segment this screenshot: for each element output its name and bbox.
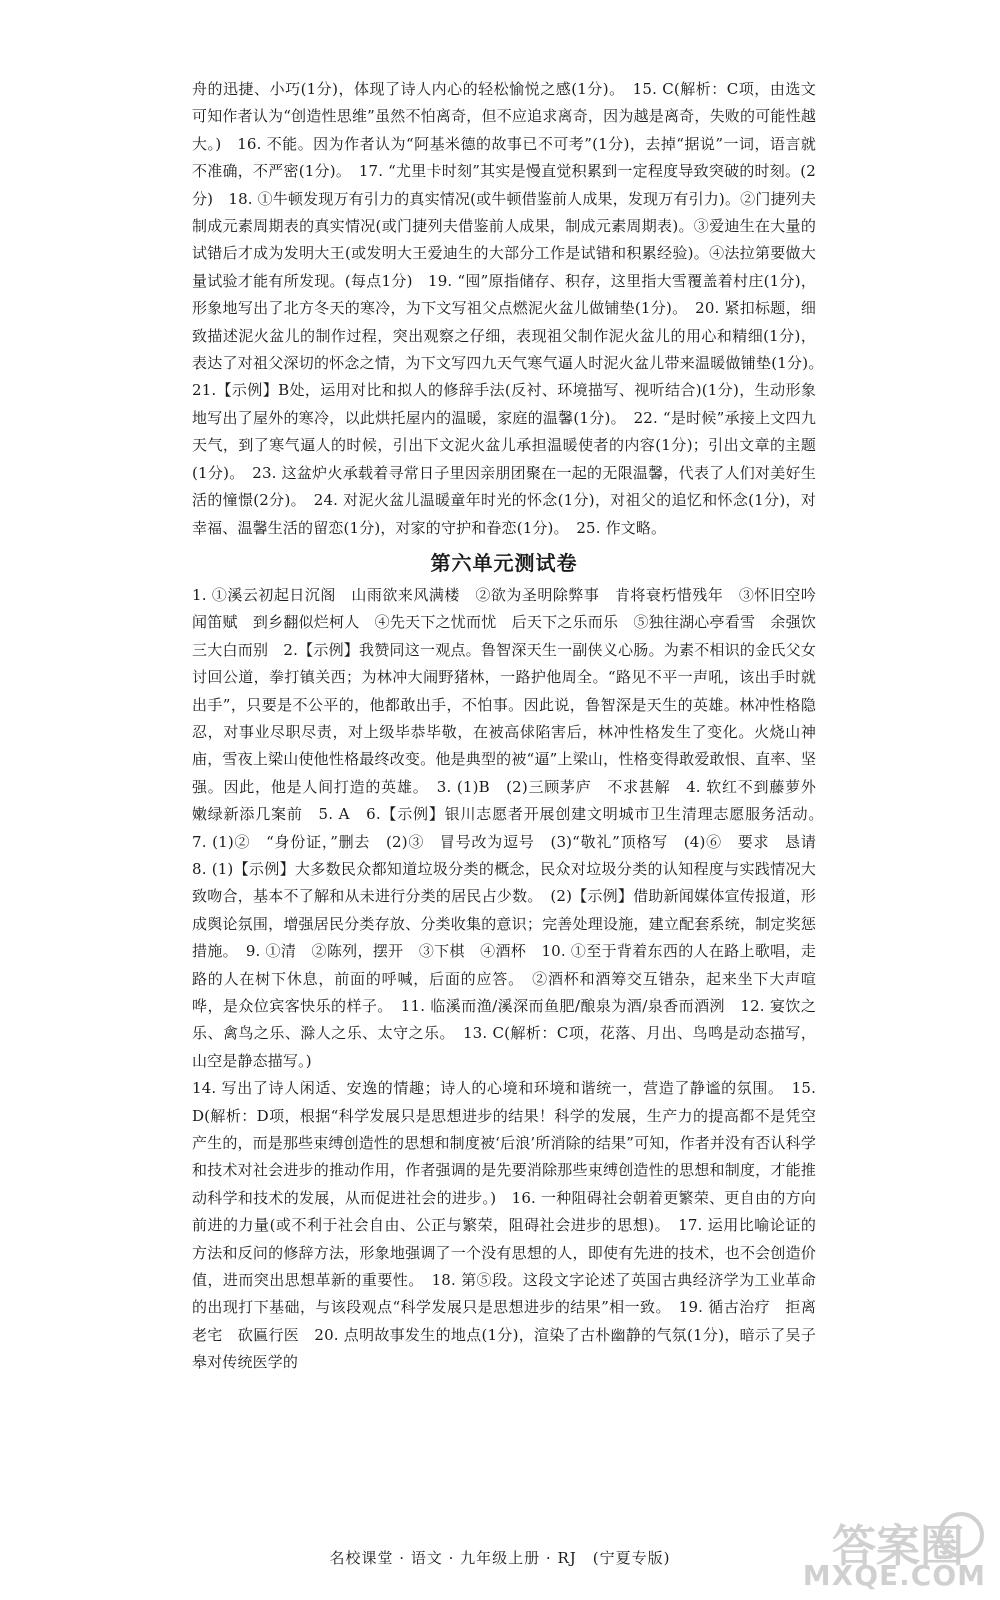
section-title: 第六单元测试卷 (430, 550, 578, 575)
page-footer: 名校课堂 · 语文 · 九年级上册 · RJ (宁夏专版) (329, 1549, 671, 1567)
watermark-logo (802, 1510, 990, 1592)
watermark-text: 答案圈 (832, 1521, 964, 1572)
answer-paragraph-unit5: 舟的迅捷、小巧(1分)，体现了诗人内心的轻松愉悦之感(1分)。 15. C(解析：C项，由选文可知作者认为“创造性思维”虽然不怕离奇，但不应追求离奇，因为越是离奇，失败的可能性越大。) 16. 不能。因为作者认为“阿基米德的故事已不可考”(1分)，去掉“据说”一词，语言就不准确，不严密(1分)。 17. “尤里卡时刻”其实是慢直觉积累到一定程度导致突破的时刻。(2分) 18. ①牛顿发现万有引力的真实情况(或牛顿借鉴前人成果，发现万有引力)。②门捷列夫制成元素周期表的真实情况(或门捷列夫借鉴前人成果，制成元素周期表)。③爱迪生在大量的试错后才成为发明大王(或发明大王爱迪生的大部分工作是试错和积累经验)。④法拉第要做大量试验才能有所发现。(每点1分) 19. “囤”原指储存、积存，这里指大雪覆盖着村庄(1分)，形象地写出了北方冬天的寒冷，为下文写祖父点燃泥火盆儿做铺垫(1分)。 20. 紧扣标题，细致描述泥火盆儿的制作过程，突出观察之仔细，表现祖父制作泥火盆儿的用心和精细(1分)，表达了对祖父深切的怀念之情，为下文写四九天气寒气逼人时泥火盆儿带来温暖做铺垫(1分)。 21.【示例】B处，运用对比和拟人的修辞手法(反衬、环境描写、视听结合)(1分)，生动形象地写出了屋外的寒冷，以此烘托屋内的温暖，家庭的温馨(1分)。 22. “是时候”承接上文四九天气，到了寒气逼人的时候，引出下文泥火盆儿承担温暖使者的内容(1分)；引出文章的主题(1分)。 23. 这盆炉火承载着寻常日子里因亲朋团聚在一起的无限温馨，代表了人们对美好生活的憧憬(2分)。 24. 对泥火盆儿温暖童年时光的怀念(1分)，对祖父的追忆和怀念(1分)，对幸福、温馨生活的留恋(1分)，对家的守护和眷恋(1分)。 25. 作文略。 (192, 80, 832, 537)
answer-paragraph-unit6-part2: 14. 写出了诗人闲适、安逸的情趣；诗人的心境和环境和谐统一，营造了静谧的氛围。 15. D(解析：D项，根据“科学发展只是思想进步的结果！科学的发展，生产力的提高都不是凭空产生的，而是那些束缚创造性的思想和制度被‘后浪’所消除的结果”可知，作者并没有否认科学和技术对社会进步的推动作用，作者强调的是先要消除那些束缚创造性的思想和制度，才能推动科学和技术的发展，从而促进社会的进步。) 16. 一种阻碍社会朝着更繁荣、更自由的方向前进的力量(或不利于社会自由、公正与繁荣，阻碍社会进步的思想)。 17. 运用比喻论证的方法和反问的修辞方法，形象地强调了一个没有思想的人，即使有先进的技术，也不会创造价值，进而突出思想革新的重要性。 18. 第⑤段。这段文字论述了英国古典经济学为工业革命的出现打下基础，与该段观点“科学发展只是思想进步的结果”相一致。 19. 循古治疗 拒离老宅 砍匾行医 20. 点明故事发生的地点(1分)，渲染了古朴幽静的气氛(1分)，暗示了吴子皋对传统医学的 (192, 1079, 816, 1372)
watermark-url: MXQE.COM (802, 1559, 986, 1592)
answer-paragraph-unit6-part1: 1. ①溪云初起日沉阁 山雨欲来风满楼 ②欲为圣明除弊事 肯将衰朽惜残年 ③怀旧空吟闻笛赋 到乡翻似烂柯人 ④先天下之忧而忧 后天下之乐而乐 ⑤独往湖心亭看雪 余强饮三大白而别 2.【示例】我赞同这一观点。鲁智深天生一副侠义心肠。为素不相识的金氏父女讨回公道，拳打镇关西；为林冲大闹野猪林，一路护他周全。“路见不平一声吼，该出手时就出手”，只要是不公平的，他都敢出手，不怕事。因此说，鲁智深是天生的英雄。林冲性格隐忍，对事业尽职尽责，对上级毕恭毕敬，在被高俅陷害后，林冲性格发生了变化。火烧山神庙，雪夜上梁山使他性格最终改变。他是典型的被“逼”上梁山，性格变得敢爱敢恨、直率、坚强。因此，他是人间打造的英雄。 3. (1)B (2)三顾茅庐 不求甚解 4. 软红不到藤萝外 嫩绿新添几案前 5. A 6.【示例】银川志愿者开展创建文明城市卫生清理志愿服务活动。 7. (1)② “身份证，”删去 (2)③ 冒号改为逗号 (3)“敬礼”顶格写 (4)⑥ 要求 恳请 8. (1)【示例】大多数民众都知道垃圾分类的概念，民众对垃圾分类的认知程度与实践情况大致吻合，基本不了解和从未进行分类的居民占少数。 (2)【示例】借助新闻媒体宣传报道，形成舆论氛围，增强居民分类存放、分类收集的意识；完善处理设施，建立配套系统，制定奖惩措施。 9. ①清 ②陈列，摆开 ③下棋 ④酒杯 10. ①至于背着东西的人在路上歌唱，走路的人在树下休息，前面的呼喊，后面的应答。 ②酒杯和酒筹交互错杂，起来坐下大声喧哗，是众位宾客快乐的样子。 11. 临溪而渔/溪深而鱼肥/酿泉为酒/泉香而酒洌 12. 宴饮之乐、禽鸟之乐、滁人之乐、太守之乐。 13. C(解析：C项，花落、月出、鸟鸣是动态描写，山空是静态描写。) (192, 585, 832, 1070)
answer-page (192, 76, 832, 1377)
